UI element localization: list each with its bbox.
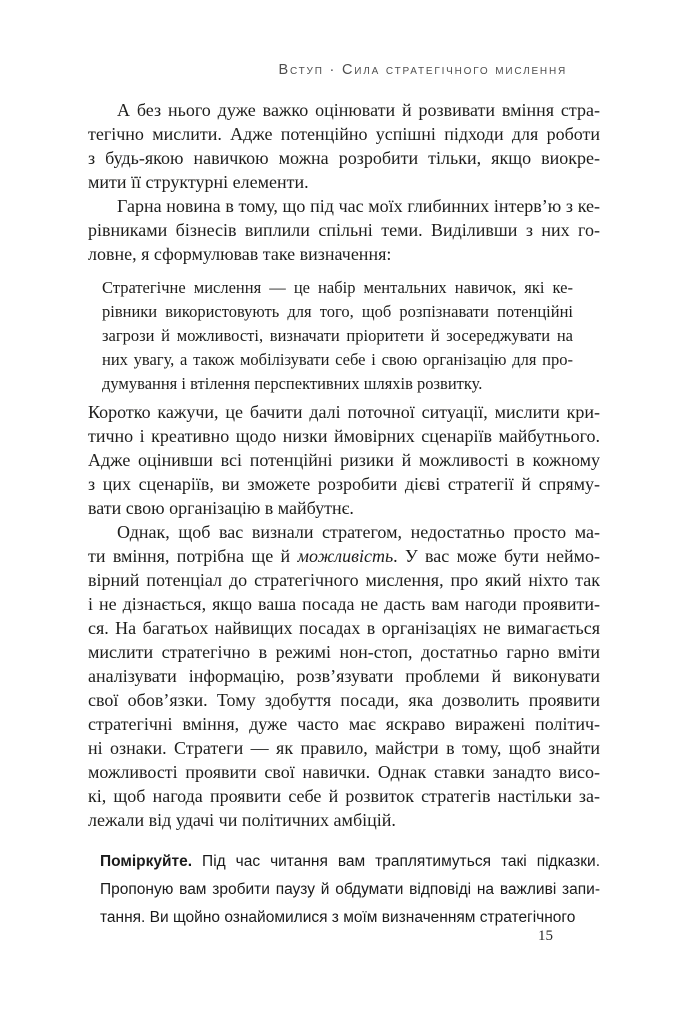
paragraph-hint-5 bbox=[88, 848, 600, 932]
running-header bbox=[88, 62, 600, 78]
text-line: ні ознаки. Стратеги — як правило, майстри в тому, щоб знайти bbox=[88, 738, 600, 758]
text-line: аналізувати інформацію, розв’язувати проблеми й виконувати bbox=[88, 666, 600, 686]
paragraph-body-4 bbox=[88, 520, 600, 832]
running-header-text: Вступ · Сила стратегічного мислення bbox=[278, 62, 567, 78]
text-line: стратегічні вміння, дуже часто має яскраво виражені політич- bbox=[88, 714, 600, 734]
text-line: думування і втілення перспективних шляхів розвитку. bbox=[102, 374, 483, 393]
text-line: вірний потенціал до стратегічного мислення, про який ніхто так bbox=[88, 570, 600, 590]
text-line: мислити стратегічно в режимі нон-стоп, достатньо гарно вміти bbox=[88, 642, 600, 662]
text-line: ся. На багатьох найвищих посадах в організаціях не вимагається bbox=[88, 618, 600, 638]
text-line: тично і креативно щодо низки ймовірних сценаріїв майбутнього. bbox=[88, 426, 600, 446]
text-line: тегічно мислити. Адже потенційно успішні підходи для роботи bbox=[88, 124, 600, 144]
text-line: рівниками бізнесів виплили спільні теми. Виділивши з них го- bbox=[88, 220, 600, 240]
text-line: Однак, щоб вас визнали стратегом, недостатньо просто ма- bbox=[117, 522, 600, 542]
text-line: Адже оцінивши всі потенційні ризики й можливості в кожному bbox=[88, 450, 600, 470]
text-line: Поміркуйте. Під час читання вам траплятимуться такі підказки. bbox=[100, 853, 600, 870]
text-block bbox=[88, 98, 600, 932]
text-line: рівники використовують для того, щоб розпізнавати потенційні bbox=[102, 302, 573, 321]
text-line: з будь-якою навичкою можна розробити тільки, якщо виокре- bbox=[88, 148, 600, 168]
text-line: ловне, я сформулював таке визначення: bbox=[88, 244, 392, 264]
text-line: Пропоную вам зробити паузу й обдумати відповіді на важливі запи- bbox=[100, 881, 600, 898]
paragraph-body-0 bbox=[88, 98, 600, 194]
text-line: можливості проявити свої навички. Однак ставки занадто висо- bbox=[88, 762, 600, 782]
text-line: них увагу, а також мобілізувати себе і свою організацію для про- bbox=[102, 350, 573, 369]
text-line: вати свою організацію в майбутнє. bbox=[88, 498, 354, 518]
text-line: кі, щоб нагода проявити себе й розвиток стратегів настільки за- bbox=[88, 786, 600, 806]
text-line: тання. Ви щойно ознайомилися з моїм визначенням стратегічного bbox=[100, 909, 576, 926]
page-number: 15 bbox=[538, 928, 553, 944]
text-line: свої обов’язки. Тому здобуття посади, яка дозволить проявити bbox=[88, 690, 600, 710]
paragraph-quote-2 bbox=[88, 276, 600, 396]
text-line: ти вміння, потрібна ще й можливість. У вас може бути неймо- bbox=[88, 546, 601, 566]
text-line: А без нього дуже важко оцінювати й розвивати вміння стра- bbox=[117, 100, 600, 120]
text-line: Стратегічне мислення — це набір ментальних навичок, які ке- bbox=[102, 278, 573, 297]
text-line: Коротко кажучи, це бачити далі поточної ситуації, мислити кри- bbox=[88, 402, 600, 422]
paragraph-body-3 bbox=[88, 400, 600, 520]
text-line: Гарна новина в тому, що під час моїх глибинних інтерв’ю з ке- bbox=[117, 196, 600, 216]
text-line: загрози й можливості, визначати пріоритети й зосереджувати на bbox=[102, 326, 573, 345]
paragraph-body-1 bbox=[88, 194, 600, 266]
text-line: мити її структурні елементи. bbox=[88, 172, 309, 192]
text-line: лежали від удачі чи політичних амбіцій. bbox=[88, 810, 396, 830]
text-line: з цих сценаріїв, ви зможете розробити дієві стратегії й спряму- bbox=[88, 474, 600, 494]
text-line: і не дізнається, якщо ваша посада не дасть вам нагоди проявити- bbox=[88, 594, 600, 614]
